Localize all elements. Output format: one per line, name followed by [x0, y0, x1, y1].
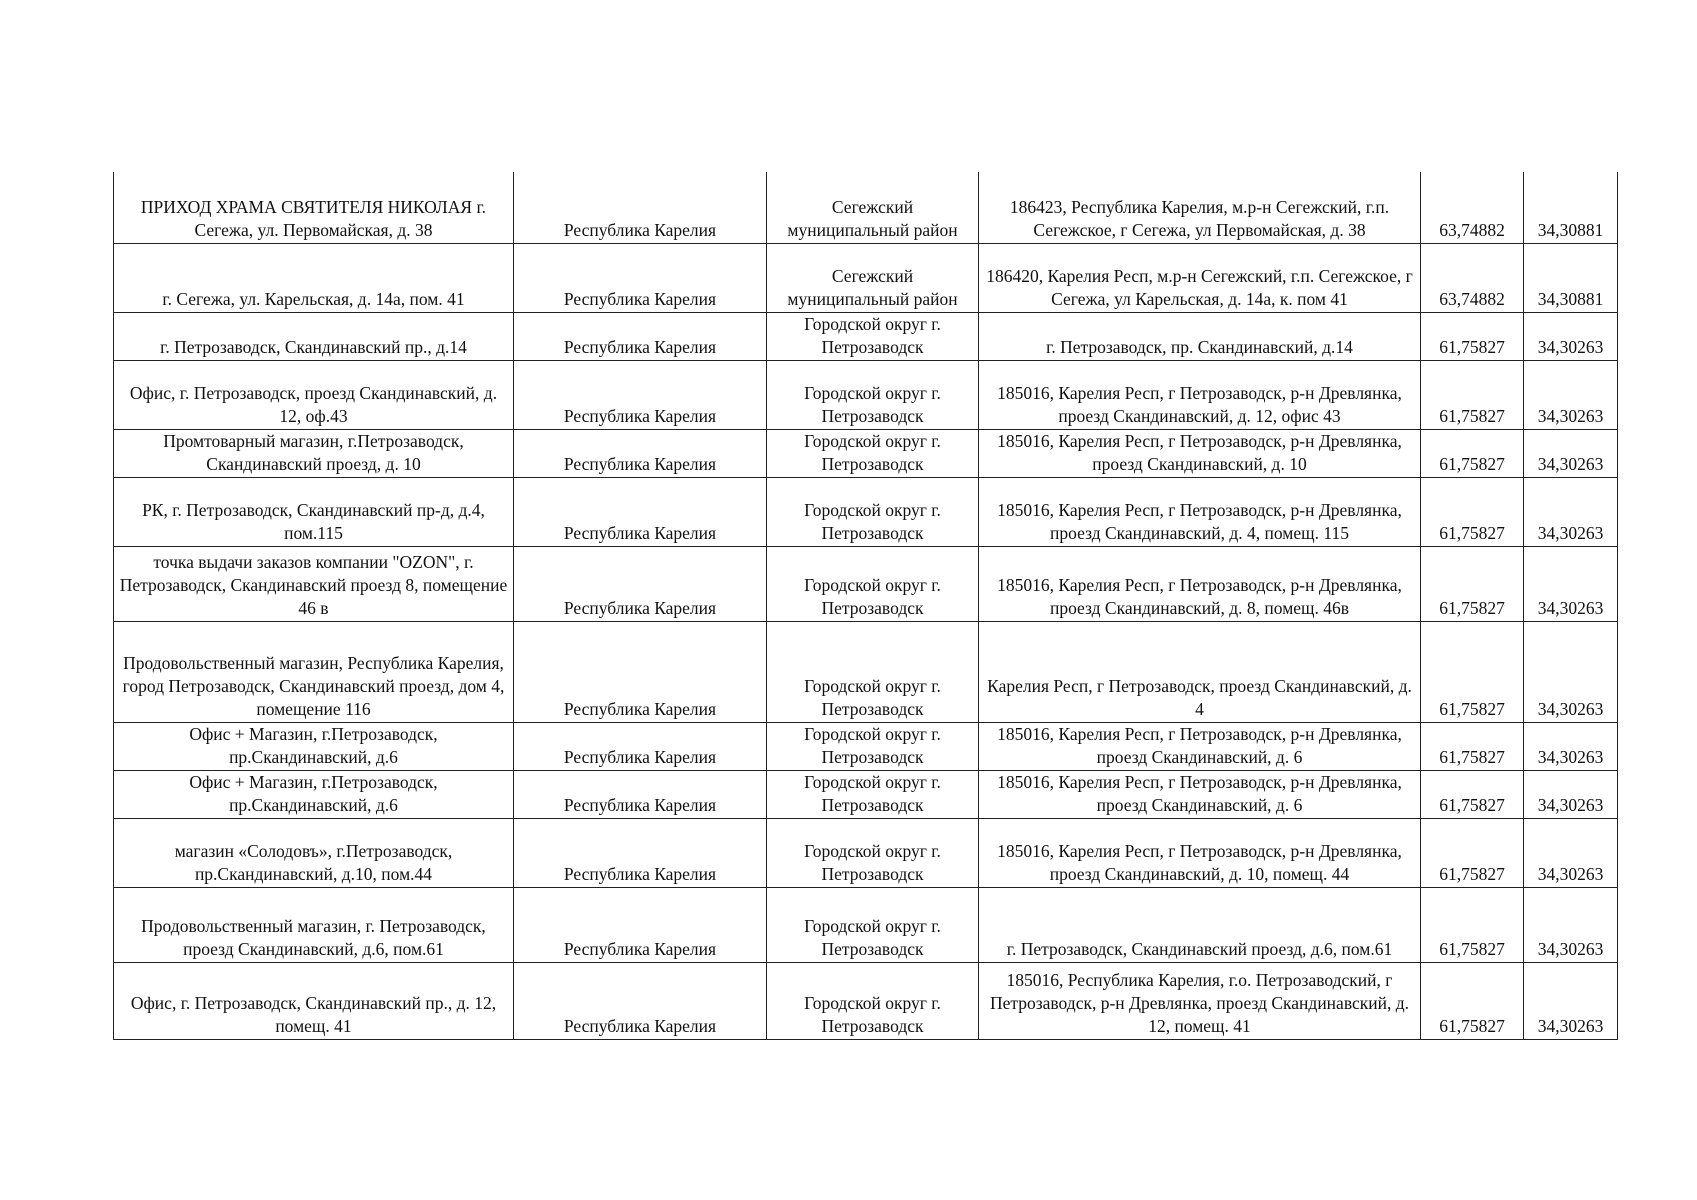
longitude-cell: 34,30263 [1524, 887, 1618, 962]
location-name-cell: Промтоварный магазин, г.Петрозаводск, Скандинавский проезд, д. 10 [114, 429, 514, 477]
district-cell: Городской округ г. Петрозаводск [767, 429, 979, 477]
district-cell: Городской округ г. Петрозаводск [767, 360, 979, 429]
region-cell: Республика Карелия [514, 477, 767, 546]
location-name-cell: Офис, г. Петрозаводск, Скандинавский пр., д. 12, помещ. 41 [114, 962, 514, 1039]
address-cell: г. Петрозаводск, пр. Скандинавский, д.14 [979, 312, 1421, 360]
district-cell: Городской округ г. Петрозаводск [767, 962, 979, 1039]
table-row [114, 722, 1618, 770]
address-cell: 185016, Карелия Респ, г Петрозаводск, р-н Древлянка, проезд Скандинавский, д. 10, помещ. 44 [979, 818, 1421, 887]
latitude-cell: 61,75827 [1421, 429, 1524, 477]
district-cell: Городской округ г. Петрозаводск [767, 312, 979, 360]
district-cell: Сегежский муниципальный район [767, 243, 979, 312]
latitude-cell: 61,75827 [1421, 621, 1524, 722]
latitude-cell: 61,75827 [1421, 360, 1524, 429]
longitude-cell: 34,30263 [1524, 429, 1618, 477]
address-cell: 185016, Карелия Респ, г Петрозаводск, р-н Древлянка, проезд Скандинавский, д. 8, помещ. 46в [979, 546, 1421, 621]
location-name-cell: точка выдачи заказов компании "OZON", г. Петрозаводск, Скандинавский проезд 8, помещение 46 в [114, 546, 514, 621]
location-name-cell: Офис + Магазин, г.Петрозаводск, пр.Скандинавский, д.6 [114, 722, 514, 770]
longitude-cell: 34,30263 [1524, 546, 1618, 621]
locations-table [113, 172, 1618, 1040]
longitude-cell: 34,30263 [1524, 818, 1618, 887]
longitude-cell: 34,30263 [1524, 312, 1618, 360]
location-name-cell: Продовольственный магазин, г. Петрозаводск, проезд Скандинавский, д.6, пом.61 [114, 887, 514, 962]
location-name-cell: Офис, г. Петрозаводск, проезд Скандинавский, д. 12, оф.43 [114, 360, 514, 429]
table-row [114, 962, 1618, 1039]
address-cell: Карелия Респ, г Петрозаводск, проезд Скандинавский, д. 4 [979, 621, 1421, 722]
longitude-cell: 34,30263 [1524, 962, 1618, 1039]
location-name-cell: магазин «Солодовъ», г.Петрозаводск, пр.Скандинавский, д.10, пом.44 [114, 818, 514, 887]
longitude-cell: 34,30263 [1524, 722, 1618, 770]
district-cell: Сегежский муниципальный район [767, 172, 979, 243]
table-row [114, 477, 1618, 546]
latitude-cell: 61,75827 [1421, 962, 1524, 1039]
longitude-cell: 34,30263 [1524, 770, 1618, 818]
location-name-cell: РК, г. Петрозаводск, Скандинавский пр-д, д.4, пом.115 [114, 477, 514, 546]
address-cell: 185016, Карелия Респ, г Петрозаводск, р-н Древлянка, проезд Скандинавский, д. 4, помещ. 115 [979, 477, 1421, 546]
latitude-cell: 61,75827 [1421, 312, 1524, 360]
table-row [114, 887, 1618, 962]
region-cell: Республика Карелия [514, 770, 767, 818]
address-cell: 185016, Карелия Респ, г Петрозаводск, р-н Древлянка, проезд Скандинавский, д. 12, офис 43 [979, 360, 1421, 429]
location-name-cell: г. Сегежа, ул. Карельская, д. 14а, пом. 41 [114, 243, 514, 312]
address-cell: 185016, Республика Карелия, г.о. Петрозаводский, г Петрозаводск, р-н Древлянка, проезд Скандинавский, д. 12, помещ. 41 [979, 962, 1421, 1039]
region-cell: Республика Карелия [514, 312, 767, 360]
region-cell: Республика Карелия [514, 818, 767, 887]
table-row [114, 360, 1618, 429]
region-cell: Республика Карелия [514, 722, 767, 770]
district-cell: Городской округ г. Петрозаводск [767, 887, 979, 962]
region-cell: Республика Карелия [514, 546, 767, 621]
table-row [114, 818, 1618, 887]
region-cell: Республика Карелия [514, 621, 767, 722]
region-cell: Республика Карелия [514, 887, 767, 962]
location-name-cell: ПРИХОД ХРАМА СВЯТИТЕЛЯ НИКОЛАЯ г. Сегежа, ул. Первомайская, д. 38 [114, 172, 514, 243]
table-row [114, 312, 1618, 360]
district-cell: Городской округ г. Петрозаводск [767, 770, 979, 818]
latitude-cell: 61,75827 [1421, 546, 1524, 621]
district-cell: Городской округ г. Петрозаводск [767, 546, 979, 621]
address-cell: 185016, Карелия Респ, г Петрозаводск, р-н Древлянка, проезд Скандинавский, д. 10 [979, 429, 1421, 477]
table-row [114, 770, 1618, 818]
latitude-cell: 61,75827 [1421, 818, 1524, 887]
longitude-cell: 34,30263 [1524, 360, 1618, 429]
address-cell: 185016, Карелия Респ, г Петрозаводск, р-н Древлянка, проезд Скандинавский, д. 6 [979, 722, 1421, 770]
region-cell: Республика Карелия [514, 429, 767, 477]
longitude-cell: 34,30881 [1524, 172, 1618, 243]
location-name-cell: г. Петрозаводск, Скандинавский пр., д.14 [114, 312, 514, 360]
location-name-cell: Офис + Магазин, г.Петрозаводск, пр.Скандинавский, д.6 [114, 770, 514, 818]
location-name-cell: Продовольственный магазин, Республика Карелия, город Петрозаводск, Скандинавский проезд, дом 4, помещение 116 [114, 621, 514, 722]
region-cell: Республика Карелия [514, 172, 767, 243]
table-row [114, 621, 1618, 722]
table-row [114, 172, 1618, 243]
latitude-cell: 63,74882 [1421, 172, 1524, 243]
district-cell: Городской округ г. Петрозаводск [767, 722, 979, 770]
latitude-cell: 61,75827 [1421, 722, 1524, 770]
table-row [114, 429, 1618, 477]
table-row [114, 546, 1618, 621]
district-cell: Городской округ г. Петрозаводск [767, 477, 979, 546]
longitude-cell: 34,30263 [1524, 477, 1618, 546]
table-row [114, 243, 1618, 312]
address-cell: г. Петрозаводск, Скандинавский проезд, д.6, пом.61 [979, 887, 1421, 962]
address-cell: 185016, Карелия Респ, г Петрозаводск, р-н Древлянка, проезд Скандинавский, д. 6 [979, 770, 1421, 818]
latitude-cell: 63,74882 [1421, 243, 1524, 312]
region-cell: Республика Карелия [514, 962, 767, 1039]
address-cell: 186420, Карелия Респ, м.р-н Сегежский, г.п. Сегежское, г Сегежа, ул Карельская, д. 14а, к. пом 41 [979, 243, 1421, 312]
district-cell: Городской округ г. Петрозаводск [767, 818, 979, 887]
latitude-cell: 61,75827 [1421, 887, 1524, 962]
district-cell: Городской округ г. Петрозаводск [767, 621, 979, 722]
latitude-cell: 61,75827 [1421, 770, 1524, 818]
longitude-cell: 34,30881 [1524, 243, 1618, 312]
region-cell: Республика Карелия [514, 360, 767, 429]
longitude-cell: 34,30263 [1524, 621, 1618, 722]
region-cell: Республика Карелия [514, 243, 767, 312]
address-cell: 186423, Республика Карелия, м.р-н Сегежский, г.п. Сегежское, г Сегежа, ул Первомайская, д. 38 [979, 172, 1421, 243]
latitude-cell: 61,75827 [1421, 477, 1524, 546]
